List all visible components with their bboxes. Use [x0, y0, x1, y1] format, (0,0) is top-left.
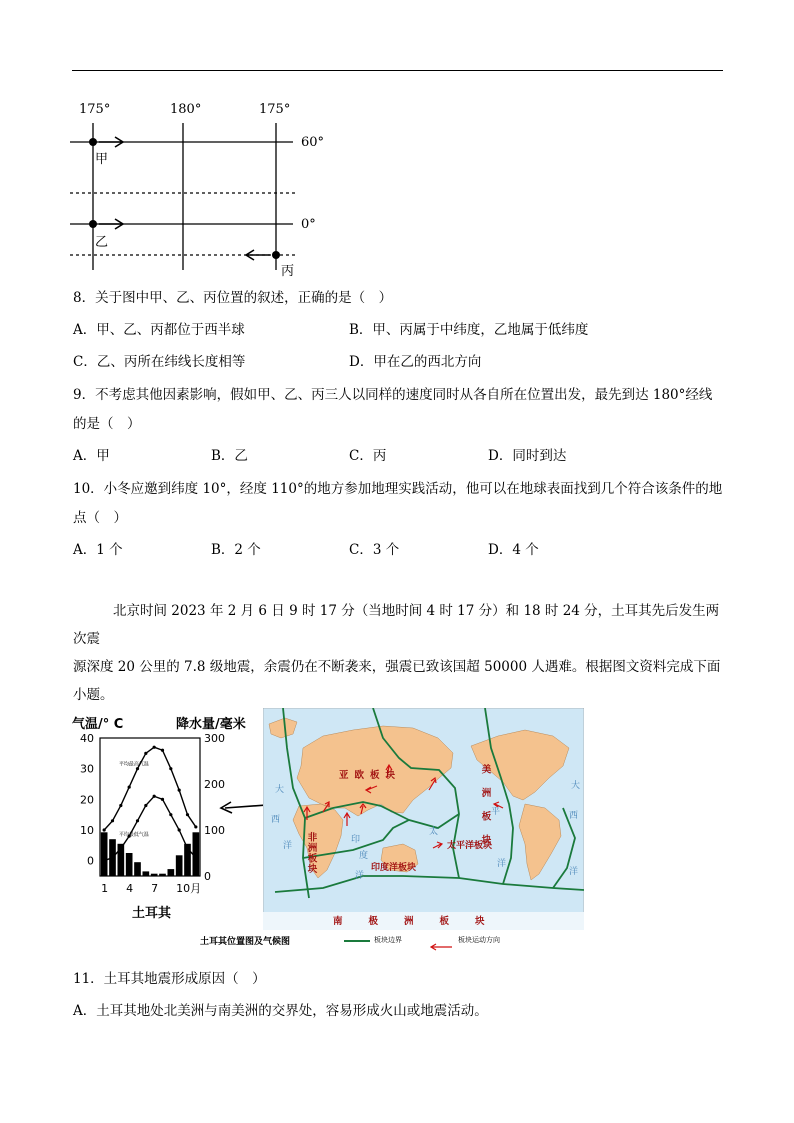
temp-tick-label: 40: [80, 732, 94, 745]
passage: [73, 597, 723, 709]
temp-point: [178, 789, 181, 792]
temp-point: [144, 752, 147, 755]
label-yi: 乙: [95, 235, 109, 250]
label-bing: 丙: [281, 264, 295, 279]
ocean-indian-3: 洋: [355, 871, 365, 881]
q11-option-a[interactable]: A．土耳其地处北美洲与南美洲的交界处，容易形成火山或地震活动。: [73, 1003, 488, 1019]
question-9-line2: 的是（ ）: [73, 416, 141, 432]
point-bing: [272, 251, 280, 259]
ocean-indian-1: 印: [351, 835, 361, 845]
precip-tick-label: 0: [204, 870, 211, 883]
q8-option-c[interactable]: C．乙、丙所在纬线长度相等: [73, 354, 246, 370]
ocean-atlantic-s-3: 洋: [569, 867, 579, 877]
precip-bar: [151, 874, 158, 876]
q9-option-d[interactable]: D．同时到达: [488, 448, 567, 464]
temp-tick-label: 30: [80, 762, 94, 776]
lat-label-0: 0°: [301, 217, 316, 232]
q9-option-c[interactable]: C．丙: [349, 448, 387, 464]
lon-label-180: 180°: [170, 102, 202, 117]
precip-tick-label: 200: [204, 778, 225, 791]
temp-point: [169, 767, 172, 770]
q8-option-b[interactable]: B．甲、丙属于中纬度，乙地属于低纬度: [349, 322, 589, 338]
arrow-jia: [99, 137, 123, 147]
temp-point: [161, 749, 164, 752]
month-tick-label: 10月: [176, 882, 202, 895]
q10-option-b[interactable]: B．2 个: [211, 542, 261, 558]
q10-option-d[interactable]: D．4 个: [488, 542, 539, 558]
label-jia: 甲: [95, 152, 109, 167]
precip-bar: [159, 874, 166, 876]
passage-line-2: 源深度 20 公里的 7.8 级地震，余震仍在不断袭来，强震已致该国超 50000 人遇难。根据图文资料完成下面: [73, 659, 721, 675]
precip-bar: [168, 869, 175, 876]
ocean-atlantic-s-1: 大: [571, 781, 581, 791]
question-10-line2: 点（ ）: [73, 510, 127, 526]
arrow-yi: [99, 219, 123, 229]
q10-option-c[interactable]: C．3 个: [349, 542, 400, 558]
ocean-indian-2: 度: [359, 851, 369, 861]
legend-motion-swatch: [428, 936, 454, 944]
place-label: 土耳其: [132, 906, 172, 921]
lat-lon-diagram: [65, 95, 335, 285]
ocean-atlantic-n-2: 西: [271, 815, 281, 825]
month-tick-label: 7: [151, 882, 159, 895]
lat-label-60: 60°: [301, 135, 325, 150]
max-temp-line: [104, 747, 196, 830]
temp-point: [136, 819, 139, 822]
precip-bar: [143, 871, 150, 876]
q9-option-b[interactable]: B．乙: [211, 448, 248, 464]
header-rule: [72, 70, 723, 71]
ocean-pacific-3: 洋: [497, 859, 507, 869]
passage-line-1: 北京时间 2023 年 2 月 6 日 9 时 17 分（当地时间 4 时 17 分）和 18 时 24 分，土耳其先后发生两次震: [73, 603, 720, 647]
legend-boundary-swatch: [344, 940, 370, 942]
temp-point: [144, 804, 147, 807]
ocean-atlantic-s-2: 西: [569, 811, 579, 821]
temp-point: [194, 856, 197, 859]
question-11: 11．土耳其地震形成原因（ ）: [73, 971, 266, 987]
temp-point: [103, 859, 106, 862]
ocean-atlantic-n-3: 洋: [283, 841, 293, 851]
min-temp-label: 平均最低气温: [118, 832, 149, 839]
temp-point: [111, 856, 114, 859]
precip-bar: [126, 853, 133, 876]
temp-point: [194, 825, 197, 828]
precip-bar: [176, 855, 183, 876]
q9-option-a[interactable]: A．甲: [73, 448, 110, 464]
lon-label-175-left: 175°: [79, 102, 111, 117]
label-antarctic-plate: 南极洲板块: [333, 916, 511, 927]
temp-tick-label: 10: [80, 824, 94, 837]
temp-tick-label: 20: [80, 793, 94, 807]
temp-point: [186, 813, 189, 816]
legend-motion-label: 板块运动方向: [458, 936, 500, 944]
arrow-bing: [246, 250, 270, 260]
q10-option-a[interactable]: A．1 个: [73, 542, 123, 558]
temp-point: [153, 746, 156, 749]
min-temp-line: [104, 796, 196, 860]
right-axis-title: 降水量/毫米: [176, 717, 246, 732]
q8-option-d[interactable]: D．甲在乙的西北方向: [349, 354, 482, 370]
plate-map: [263, 708, 584, 930]
label-african-plate: 非洲板块: [305, 832, 317, 874]
legend-boundary-label: 板块边界: [374, 936, 402, 944]
label-indian-plate: 印度洋板块: [371, 863, 417, 873]
month-tick-label: 4: [126, 882, 134, 895]
temp-point: [119, 847, 122, 850]
ocean-atlantic-n-1: 大: [275, 785, 285, 795]
question-9-line1: 9．不考虑其他因素影响，假如甲、乙、丙三人以同样的速度同时从各自所在位置出发，最先到达 180°经线: [73, 387, 713, 403]
point-jia: [89, 138, 97, 146]
precip-tick-label: 100: [204, 824, 225, 837]
question-8: 8．关于图中甲、乙、丙位置的叙述，正确的是（ ）: [73, 290, 393, 306]
precip-bar: [134, 862, 141, 876]
label-eurasian-plate: 亚欧板块: [339, 770, 402, 781]
temp-point: [153, 795, 156, 798]
temp-point: [161, 798, 164, 801]
temp-point: [169, 813, 172, 816]
ocean-pacific-1: 太: [429, 827, 439, 837]
temp-point: [128, 785, 131, 788]
max-temp-label: 平均最高气温: [118, 761, 149, 768]
temp-point: [186, 847, 189, 850]
passage-line-3: 小题。: [73, 687, 114, 703]
temp-point: [111, 819, 114, 822]
lon-label-175-right: 175°: [259, 102, 291, 117]
precip-bar: [101, 832, 108, 876]
q8-option-a[interactable]: A．甲、乙、丙都位于西半球: [73, 322, 245, 338]
label-pacific-plate: 太平洋板块: [447, 841, 493, 851]
ocean-pacific-2: 平: [491, 807, 501, 817]
temp-point: [103, 828, 106, 831]
temp-point: [178, 828, 181, 831]
precip-tick-label: 300: [204, 732, 225, 745]
map-caption: 土耳其位置图及气候图: [200, 937, 291, 947]
temp-point: [119, 804, 122, 807]
label-american-plate: 美洲板块: [479, 764, 491, 858]
left-axis-title: 气温/° C: [72, 717, 124, 732]
month-tick-label: 1: [101, 882, 109, 895]
temp-tick-label: 0: [87, 854, 94, 868]
point-yi: [89, 220, 97, 228]
question-10-line1: 10．小冬应邀到纬度 10°，经度 110°的地方参加地理实践活动，他可以在地球表面找到几个符合该条件的地: [73, 481, 723, 497]
